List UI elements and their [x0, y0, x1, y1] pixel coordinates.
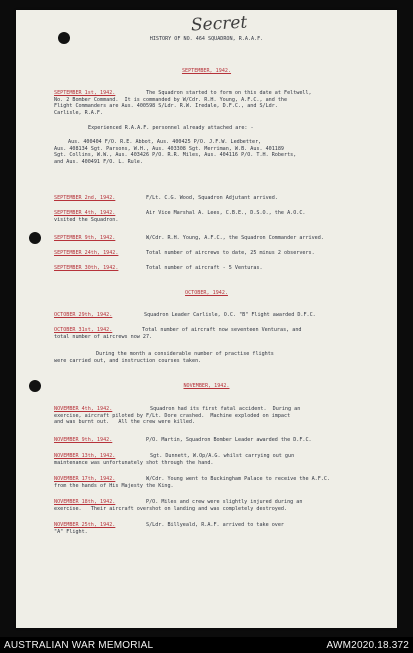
entry-text: Total number of aircrews to date, 25 minus 2 observers. [146, 250, 315, 256]
entry-text: exercise, aircraft piloted by F/Lt. Dore crashed. Machine exploded on impact [54, 412, 291, 419]
entry-date: NOVEMBER 18th, 1942. [54, 499, 116, 505]
entry-text: and Aus. 400491 F/O. L. Rule. [54, 158, 143, 165]
entry-text: total number of aircrews now 27. [54, 333, 153, 340]
entry-text: Total number of aircraft - 5 Venturas. [146, 265, 263, 271]
entry-date: OCTOBER 29th, 1942. [54, 312, 113, 318]
entry-text: No. 2 Bomber Command. It is commanded by W/Cdr. R.H. Young, A.F.C., and the [54, 96, 288, 103]
entry-text: P/O. Martin, Squadron Bomber Leader awarded the D.F.C. [146, 437, 312, 443]
entry-text: Carlisle, R.A.F. [54, 109, 104, 116]
document-page [16, 10, 397, 628]
entry-text: Sgt. Collins, W.W., Aus. 403426 P/O. R.R. Miles, Aus. 404116 P/O. T.H. Roberts, [54, 152, 297, 158]
document-title: HISTORY OF NO. 464 SQUADRON, R.A.A.F. [149, 36, 264, 42]
entry-text: exercise. Their aircraft overshot on landing and was completely destroyed. [54, 505, 288, 512]
footer-accession-number: AWM2020.18.372 [326, 640, 409, 651]
entry-date: SEPTEMBER 1st, 1942. [54, 90, 116, 96]
entry-date: NOVEMBER 9th, 1942. [54, 437, 113, 443]
entry-text: visited the Squadron. [54, 216, 119, 223]
entry-text: The Squadron started to form on this date at Feltwell, [146, 90, 312, 96]
entry-text: "A" Flight. [54, 528, 88, 535]
entry-text: and was burnt out. All the crew were killed. [54, 419, 196, 425]
entry-text: Air Vice Marshal A. Lees, C.B.E., D.S.O., the A.O.C. [146, 210, 306, 216]
entry-text: S/Ldr. Billyeald, R.A.F. arrived to take over [146, 522, 285, 528]
entry-text: Total number of aircraft now seventeen Venturas, and [142, 327, 302, 333]
entry-text: Squadron had its first fatal accident. During an [150, 406, 301, 412]
entry-date: SEPTEMBER 2nd, 1942. [54, 195, 116, 201]
entry-date: SEPTEMBER 24th, 1942. [54, 250, 119, 256]
entry-date: NOVEMBER 17th, 1942. [54, 476, 116, 482]
entry-text: F/Lt. C.G. Wood, Squadron Adjutant arrived. [146, 195, 278, 201]
entry-date: OCTOBER 31st, 1942. [54, 327, 113, 333]
entry-text: Experienced R.A.A.F. personnel already attached are: - [88, 125, 254, 131]
entry-text: W/Cdr. R.H. Young, A.F.C., the Squadron Commander arrived. [146, 235, 324, 241]
entry-date: SEPTEMBER 30th, 1942. [54, 265, 119, 271]
section-heading: NOVEMBER, 1942. [183, 383, 230, 389]
entry-date: NOVEMBER 13th, 1942. [54, 453, 116, 459]
entry-text: maintenance was unfortunately shot through the hand. [54, 459, 214, 466]
entry-text: W/Cdr. Young went to Buckingham Palace to receive the A.F.C. [146, 476, 331, 482]
entry-date: NOVEMBER 4th, 1942. [54, 406, 113, 412]
section-heading: SEPTEMBER, 1942. [181, 68, 232, 74]
entry-text: Sgt. Dunnett, W.Op/A.G. whilst carrying out gun [150, 453, 295, 459]
entry-text: P/O. Miles and crew were slightly injured during an [146, 499, 303, 505]
handwritten-secret-mark: Secret [190, 12, 248, 36]
section-heading: OCTOBER, 1942. [185, 290, 228, 296]
entry-text: Flight Commanders are Aus. 400598 S/Ldr. R.W. Iredale, D.F.C., and S/Ldr. [54, 103, 278, 109]
entry-text: were carried out, and instruction courses taken. [54, 357, 202, 364]
entry-date: SEPTEMBER 9th, 1942. [54, 235, 116, 241]
punch-hole [29, 232, 41, 244]
entry-date: NOVEMBER 25th, 1942. [54, 522, 116, 528]
entry-text: from the hands of His Majesty the King. [54, 482, 174, 489]
entry-text: During the month a considerable number of practise flights [96, 351, 274, 357]
entry-text: Squadron Leader Carlisle, O.C. "B" Flight awarded D.F.C. [144, 312, 316, 318]
entry-date: SEPTEMBER 4th, 1942. [54, 210, 116, 216]
footer-credit: AUSTRALIAN WAR MEMORIAL [4, 640, 154, 651]
footer-bar [0, 637, 413, 653]
entry-text: Aus. 400404 F/O. R.E. Abbot, Aus. 400425 P/O. J.F.W. Ledbetter, [68, 139, 262, 145]
entry-text: Aus. 408134 Sgt. Parsons, W.H., Aus. 403308 Sgt. Merriman, W.B. Aus. 401189 [54, 145, 285, 152]
